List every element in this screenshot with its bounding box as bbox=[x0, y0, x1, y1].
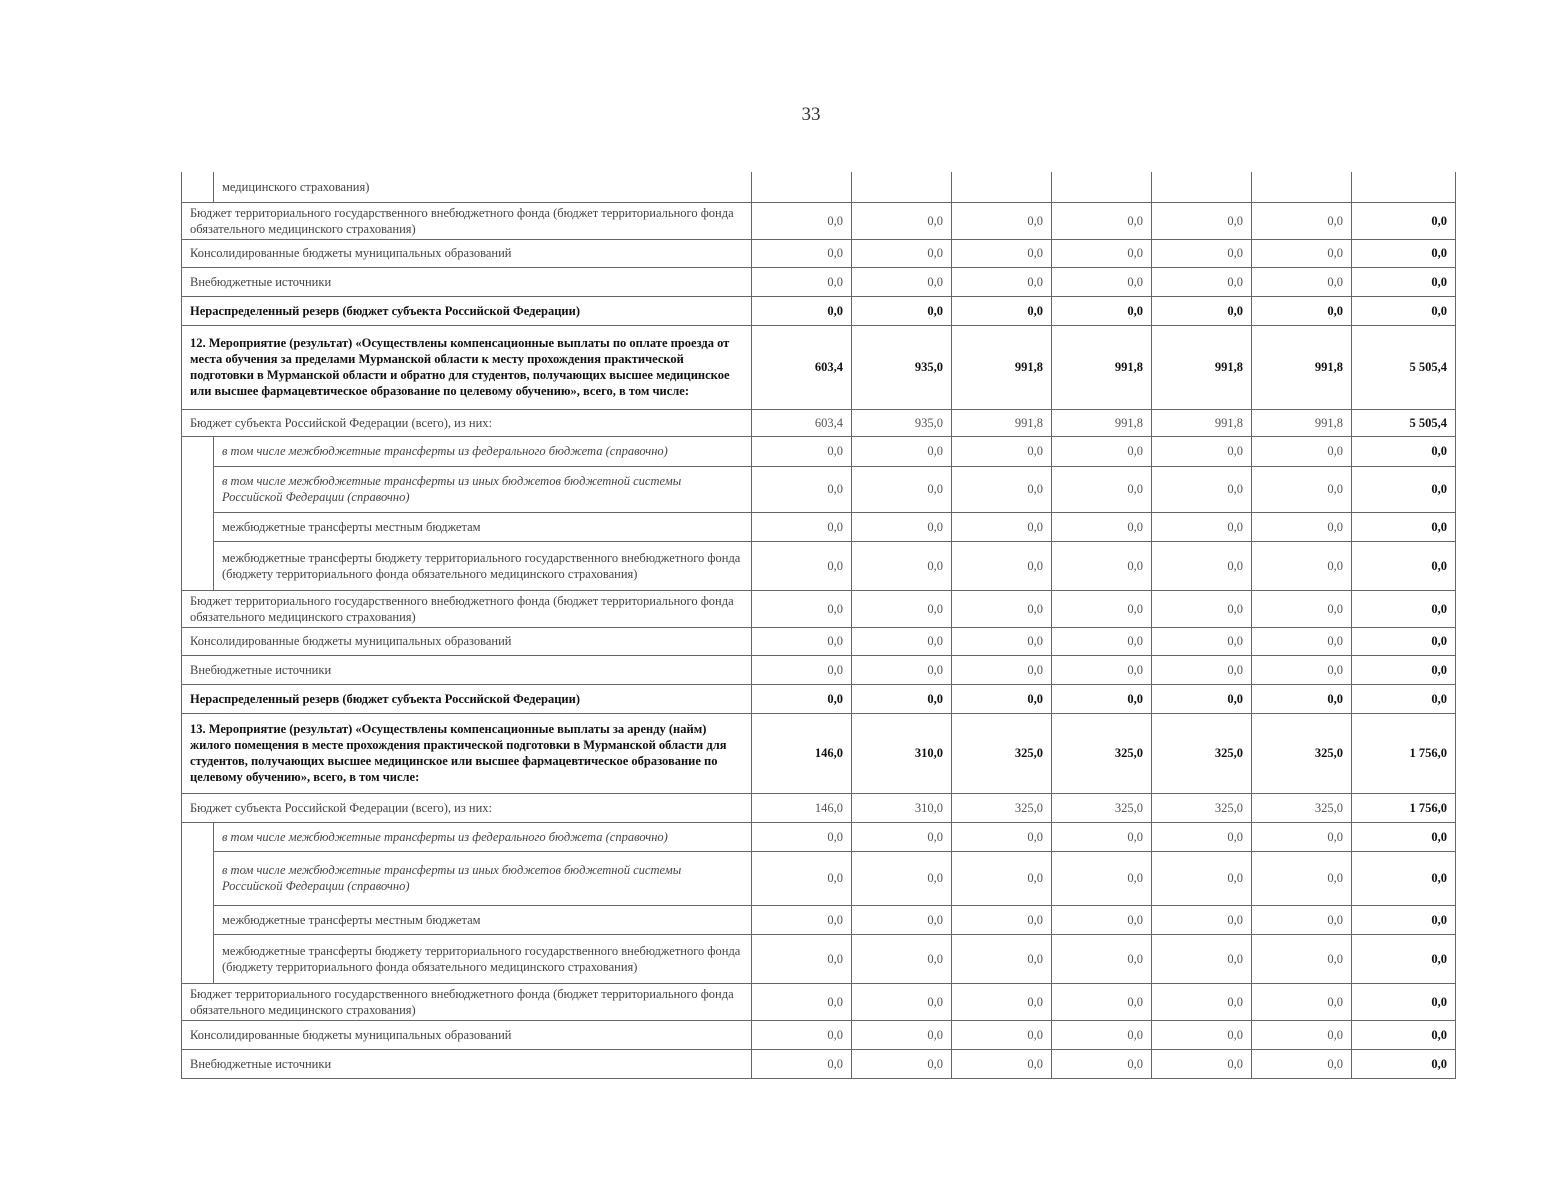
value-total-cell: 0,0 bbox=[1352, 512, 1456, 541]
value-cell: 0,0 bbox=[1252, 512, 1352, 541]
row-label: Нераспределенный резерв (бюджет субъекта Российской Федерации) bbox=[182, 684, 752, 713]
value-cell: 0,0 bbox=[852, 202, 952, 239]
value-cell: 0,0 bbox=[952, 512, 1052, 541]
value-cell: 0,0 bbox=[1152, 512, 1252, 541]
value-cell: 0,0 bbox=[1252, 541, 1352, 590]
row-label: Бюджет территориального государственного внебюджетного фонда (бюджет территориального фонда обязательного медицинского страхования) bbox=[182, 983, 752, 1020]
value-cell: 0,0 bbox=[1252, 202, 1352, 239]
value-total-cell: 0,0 bbox=[1352, 239, 1456, 267]
indent-spacer bbox=[182, 466, 214, 512]
value-total-cell: 0,0 bbox=[1352, 684, 1456, 713]
value-total-cell: 0,0 bbox=[1352, 541, 1456, 590]
value-total-cell: 0,0 bbox=[1352, 1020, 1456, 1049]
value-cell: 0,0 bbox=[752, 655, 852, 684]
value-cell: 0,0 bbox=[752, 684, 852, 713]
value-cell: 0,0 bbox=[852, 239, 952, 267]
row-label: межбюджетные трансферты местным бюджетам bbox=[214, 512, 752, 541]
value-cell: 0,0 bbox=[1052, 1020, 1152, 1049]
table-row bbox=[182, 851, 1456, 905]
indent-spacer bbox=[182, 851, 214, 905]
row-label: межбюджетные трансферты бюджету территориального государственного внебюджетного фонда (бюджету территориального фонда обязательного медицинского страхования) bbox=[214, 541, 752, 590]
row-label: медицинского страхования) bbox=[214, 172, 752, 202]
value-cell: 0,0 bbox=[1152, 983, 1252, 1020]
value-cell: 0,0 bbox=[1152, 655, 1252, 684]
value-cell: 325,0 bbox=[1052, 793, 1152, 822]
value-cell: 991,8 bbox=[1152, 325, 1252, 409]
value-cell: 0,0 bbox=[852, 466, 952, 512]
value-cell: 991,8 bbox=[1252, 409, 1352, 436]
indent-spacer bbox=[182, 512, 214, 541]
value-cell: 310,0 bbox=[852, 713, 952, 793]
value-cell: 0,0 bbox=[852, 267, 952, 296]
table-row bbox=[182, 793, 1456, 822]
row-label: в том числе межбюджетные трансферты из иных бюджетов бюджетной системы Российской Федерации (справочно) bbox=[214, 851, 752, 905]
value-cell: 0,0 bbox=[752, 905, 852, 934]
value-cell: 0,0 bbox=[1252, 296, 1352, 325]
value-cell: 310,0 bbox=[852, 793, 952, 822]
value-cell: 0,0 bbox=[1152, 851, 1252, 905]
value-cell: 0,0 bbox=[1052, 202, 1152, 239]
value-cell: 0,0 bbox=[752, 239, 852, 267]
value-cell: 0,0 bbox=[952, 590, 1052, 627]
value-cell: 991,8 bbox=[952, 325, 1052, 409]
value-cell bbox=[852, 172, 952, 202]
value-cell: 0,0 bbox=[1052, 590, 1152, 627]
value-cell: 0,0 bbox=[1052, 655, 1152, 684]
value-cell: 325,0 bbox=[1052, 713, 1152, 793]
value-cell: 0,0 bbox=[952, 655, 1052, 684]
row-label: Консолидированные бюджеты муниципальных образований bbox=[182, 627, 752, 655]
value-cell: 0,0 bbox=[1152, 684, 1252, 713]
value-cell bbox=[1252, 172, 1352, 202]
table-row bbox=[182, 512, 1456, 541]
row-label: Нераспределенный резерв (бюджет субъекта Российской Федерации) bbox=[182, 296, 752, 325]
value-cell: 0,0 bbox=[1152, 239, 1252, 267]
value-cell: 0,0 bbox=[1252, 684, 1352, 713]
value-cell: 0,0 bbox=[952, 934, 1052, 983]
value-total-cell: 1 756,0 bbox=[1352, 793, 1456, 822]
value-cell: 0,0 bbox=[852, 512, 952, 541]
value-cell: 325,0 bbox=[952, 793, 1052, 822]
value-cell: 0,0 bbox=[952, 905, 1052, 934]
value-total-cell: 5 505,4 bbox=[1352, 409, 1456, 436]
value-total-cell: 0,0 bbox=[1352, 296, 1456, 325]
table-row bbox=[182, 239, 1456, 267]
value-cell: 0,0 bbox=[1052, 466, 1152, 512]
row-label: 13. Мероприятие (результат) «Осуществлены компенсационные выплаты за аренду (найм) жилого помещения в месте прохождения практической подготовки в Мурманской области для студентов, получающих высшее медицинское или высшее фармацевтическое образование по целевому обучению», всего, в том числе: bbox=[182, 713, 752, 793]
value-cell: 991,8 bbox=[1152, 409, 1252, 436]
value-cell: 0,0 bbox=[752, 466, 852, 512]
value-cell: 0,0 bbox=[952, 296, 1052, 325]
table-row bbox=[182, 713, 1456, 793]
value-cell: 0,0 bbox=[752, 983, 852, 1020]
value-cell: 325,0 bbox=[1252, 713, 1352, 793]
value-cell: 0,0 bbox=[1152, 627, 1252, 655]
value-cell: 0,0 bbox=[952, 267, 1052, 296]
table-row bbox=[182, 1020, 1456, 1049]
indent-spacer bbox=[182, 822, 214, 851]
budget-table bbox=[181, 172, 1456, 1079]
value-cell: 0,0 bbox=[1052, 851, 1152, 905]
value-cell: 0,0 bbox=[752, 436, 852, 466]
value-cell: 0,0 bbox=[752, 512, 852, 541]
value-cell: 0,0 bbox=[1152, 267, 1252, 296]
value-cell: 146,0 bbox=[752, 713, 852, 793]
value-cell: 325,0 bbox=[1252, 793, 1352, 822]
value-cell: 0,0 bbox=[852, 1020, 952, 1049]
table-row bbox=[182, 1049, 1456, 1078]
value-cell: 0,0 bbox=[1152, 934, 1252, 983]
page-number: 33 bbox=[801, 104, 821, 125]
value-cell: 0,0 bbox=[1152, 905, 1252, 934]
value-cell: 935,0 bbox=[852, 325, 952, 409]
budget-table-body bbox=[182, 172, 1456, 1078]
table-row bbox=[182, 541, 1456, 590]
value-total-cell: 0,0 bbox=[1352, 267, 1456, 296]
value-cell: 0,0 bbox=[1052, 239, 1152, 267]
value-total-cell: 0,0 bbox=[1352, 202, 1456, 239]
table-row bbox=[182, 296, 1456, 325]
value-cell: 991,8 bbox=[952, 409, 1052, 436]
value-cell: 0,0 bbox=[1252, 905, 1352, 934]
value-cell: 0,0 bbox=[852, 1049, 952, 1078]
value-cell: 0,0 bbox=[752, 934, 852, 983]
value-cell: 0,0 bbox=[1152, 202, 1252, 239]
value-cell: 935,0 bbox=[852, 409, 952, 436]
indent-spacer bbox=[182, 905, 214, 934]
table-row bbox=[182, 325, 1456, 409]
value-cell: 0,0 bbox=[1152, 1049, 1252, 1078]
value-cell: 603,4 bbox=[752, 325, 852, 409]
value-cell: 0,0 bbox=[1152, 1020, 1252, 1049]
value-cell: 0,0 bbox=[852, 851, 952, 905]
value-cell: 0,0 bbox=[752, 822, 852, 851]
value-cell: 0,0 bbox=[1052, 512, 1152, 541]
row-label: Внебюджетные источники bbox=[182, 655, 752, 684]
value-cell: 0,0 bbox=[1052, 983, 1152, 1020]
value-cell: 0,0 bbox=[952, 466, 1052, 512]
value-cell: 0,0 bbox=[1252, 822, 1352, 851]
value-total-cell: 5 505,4 bbox=[1352, 325, 1456, 409]
row-label: Внебюджетные источники bbox=[182, 267, 752, 296]
value-cell: 991,8 bbox=[1252, 325, 1352, 409]
value-total-cell: 0,0 bbox=[1352, 627, 1456, 655]
value-cell: 0,0 bbox=[852, 822, 952, 851]
value-cell: 0,0 bbox=[1052, 296, 1152, 325]
row-label: Консолидированные бюджеты муниципальных образований bbox=[182, 239, 752, 267]
value-cell: 0,0 bbox=[952, 541, 1052, 590]
table-row bbox=[182, 627, 1456, 655]
value-cell: 0,0 bbox=[952, 822, 1052, 851]
value-cell: 0,0 bbox=[1252, 983, 1352, 1020]
value-cell: 0,0 bbox=[1252, 1020, 1352, 1049]
row-label: в том числе межбюджетные трансферты из иных бюджетов бюджетной системы Российской Федерации (справочно) bbox=[214, 466, 752, 512]
value-total-cell: 0,0 bbox=[1352, 1049, 1456, 1078]
value-total-cell: 0,0 bbox=[1352, 905, 1456, 934]
table-row bbox=[182, 655, 1456, 684]
value-cell: 325,0 bbox=[1152, 713, 1252, 793]
value-cell: 146,0 bbox=[752, 793, 852, 822]
value-cell: 0,0 bbox=[752, 202, 852, 239]
value-cell: 0,0 bbox=[1252, 655, 1352, 684]
value-cell: 0,0 bbox=[1052, 436, 1152, 466]
value-cell: 0,0 bbox=[952, 1049, 1052, 1078]
value-cell: 0,0 bbox=[852, 934, 952, 983]
value-cell: 0,0 bbox=[1152, 466, 1252, 512]
table-row bbox=[182, 436, 1456, 466]
value-cell: 0,0 bbox=[1252, 436, 1352, 466]
value-cell: 0,0 bbox=[1252, 851, 1352, 905]
value-cell: 991,8 bbox=[1052, 409, 1152, 436]
table-row bbox=[182, 172, 1456, 202]
table-row bbox=[182, 905, 1456, 934]
value-cell: 0,0 bbox=[1052, 905, 1152, 934]
value-cell: 991,8 bbox=[1052, 325, 1152, 409]
value-cell: 0,0 bbox=[1052, 1049, 1152, 1078]
value-cell: 0,0 bbox=[952, 436, 1052, 466]
value-cell: 0,0 bbox=[752, 851, 852, 905]
value-cell: 0,0 bbox=[852, 436, 952, 466]
value-total-cell bbox=[1352, 172, 1456, 202]
value-cell: 0,0 bbox=[752, 590, 852, 627]
value-cell bbox=[952, 172, 1052, 202]
value-cell: 0,0 bbox=[752, 1049, 852, 1078]
table-row bbox=[182, 934, 1456, 983]
value-total-cell: 0,0 bbox=[1352, 822, 1456, 851]
value-cell: 0,0 bbox=[1052, 267, 1152, 296]
value-cell: 0,0 bbox=[752, 296, 852, 325]
value-cell: 0,0 bbox=[952, 1020, 1052, 1049]
row-label: Внебюджетные источники bbox=[182, 1049, 752, 1078]
value-cell: 0,0 bbox=[952, 684, 1052, 713]
value-cell: 0,0 bbox=[1152, 436, 1252, 466]
value-cell: 0,0 bbox=[1152, 296, 1252, 325]
row-label: Консолидированные бюджеты муниципальных образований bbox=[182, 1020, 752, 1049]
value-cell: 0,0 bbox=[1252, 239, 1352, 267]
value-cell: 325,0 bbox=[1152, 793, 1252, 822]
value-cell: 0,0 bbox=[852, 541, 952, 590]
value-cell bbox=[752, 172, 852, 202]
row-label: 12. Мероприятие (результат) «Осуществлены компенсационные выплаты по оплате проезда от места обучения за пределами Мурманской области к месту прохождения практической подготовки в Мурманской области и обратно для студентов, получающих высшее медицинское или высшее фармацевтическое образование по целевому обучению», всего, в том числе: bbox=[182, 325, 752, 409]
value-cell: 603,4 bbox=[752, 409, 852, 436]
value-cell: 0,0 bbox=[752, 627, 852, 655]
value-cell: 0,0 bbox=[852, 983, 952, 1020]
indent-spacer bbox=[182, 172, 214, 202]
table-row bbox=[182, 202, 1456, 239]
table-row bbox=[182, 590, 1456, 627]
value-cell: 0,0 bbox=[1052, 934, 1152, 983]
value-cell: 0,0 bbox=[1252, 267, 1352, 296]
table-row bbox=[182, 983, 1456, 1020]
value-cell: 0,0 bbox=[1052, 541, 1152, 590]
value-cell: 0,0 bbox=[1052, 822, 1152, 851]
row-label: межбюджетные трансферты местным бюджетам bbox=[214, 905, 752, 934]
indent-spacer bbox=[182, 934, 214, 983]
value-cell: 0,0 bbox=[852, 590, 952, 627]
value-cell: 0,0 bbox=[852, 655, 952, 684]
value-cell: 0,0 bbox=[1052, 684, 1152, 713]
value-cell: 0,0 bbox=[1252, 466, 1352, 512]
value-cell: 325,0 bbox=[952, 713, 1052, 793]
value-total-cell: 0,0 bbox=[1352, 983, 1456, 1020]
table-row bbox=[182, 267, 1456, 296]
value-cell: 0,0 bbox=[952, 239, 1052, 267]
value-cell bbox=[1052, 172, 1152, 202]
row-label: в том числе межбюджетные трансферты из федерального бюджета (справочно) bbox=[214, 436, 752, 466]
row-label: Бюджет территориального государственного внебюджетного фонда (бюджет территориального фонда обязательного медицинского страхования) bbox=[182, 590, 752, 627]
value-total-cell: 0,0 bbox=[1352, 934, 1456, 983]
value-cell: 0,0 bbox=[1152, 541, 1252, 590]
row-label: межбюджетные трансферты бюджету территориального государственного внебюджетного фонда (бюджету территориального фонда обязательного медицинского страхования) bbox=[214, 934, 752, 983]
value-cell: 0,0 bbox=[952, 627, 1052, 655]
value-cell: 0,0 bbox=[752, 1020, 852, 1049]
table-row bbox=[182, 822, 1456, 851]
value-cell: 0,0 bbox=[852, 684, 952, 713]
table-row bbox=[182, 466, 1456, 512]
value-cell: 0,0 bbox=[952, 983, 1052, 1020]
value-cell: 0,0 bbox=[1252, 1049, 1352, 1078]
value-cell: 0,0 bbox=[752, 541, 852, 590]
value-cell: 0,0 bbox=[1252, 934, 1352, 983]
value-total-cell: 0,0 bbox=[1352, 436, 1456, 466]
value-cell: 0,0 bbox=[1252, 627, 1352, 655]
value-cell: 0,0 bbox=[852, 905, 952, 934]
value-cell: 0,0 bbox=[952, 202, 1052, 239]
value-cell bbox=[1152, 172, 1252, 202]
value-total-cell: 0,0 bbox=[1352, 590, 1456, 627]
indent-spacer bbox=[182, 541, 214, 590]
value-total-cell: 0,0 bbox=[1352, 655, 1456, 684]
value-cell: 0,0 bbox=[852, 296, 952, 325]
row-label: Бюджет субъекта Российской Федерации (всего), из них: bbox=[182, 409, 752, 436]
value-cell: 0,0 bbox=[1052, 627, 1152, 655]
value-total-cell: 1 756,0 bbox=[1352, 713, 1456, 793]
indent-spacer bbox=[182, 436, 214, 466]
value-cell: 0,0 bbox=[952, 851, 1052, 905]
row-label: Бюджет субъекта Российской Федерации (всего), из них: bbox=[182, 793, 752, 822]
value-cell: 0,0 bbox=[1252, 590, 1352, 627]
row-label: Бюджет территориального государственного внебюджетного фонда (бюджет территориального фонда обязательного медицинского страхования) bbox=[182, 202, 752, 239]
table-row bbox=[182, 409, 1456, 436]
value-cell: 0,0 bbox=[752, 267, 852, 296]
value-cell: 0,0 bbox=[1152, 590, 1252, 627]
value-cell: 0,0 bbox=[1152, 822, 1252, 851]
table-row bbox=[182, 684, 1456, 713]
value-total-cell: 0,0 bbox=[1352, 466, 1456, 512]
row-label: в том числе межбюджетные трансферты из федерального бюджета (справочно) bbox=[214, 822, 752, 851]
value-total-cell: 0,0 bbox=[1352, 851, 1456, 905]
value-cell: 0,0 bbox=[852, 627, 952, 655]
